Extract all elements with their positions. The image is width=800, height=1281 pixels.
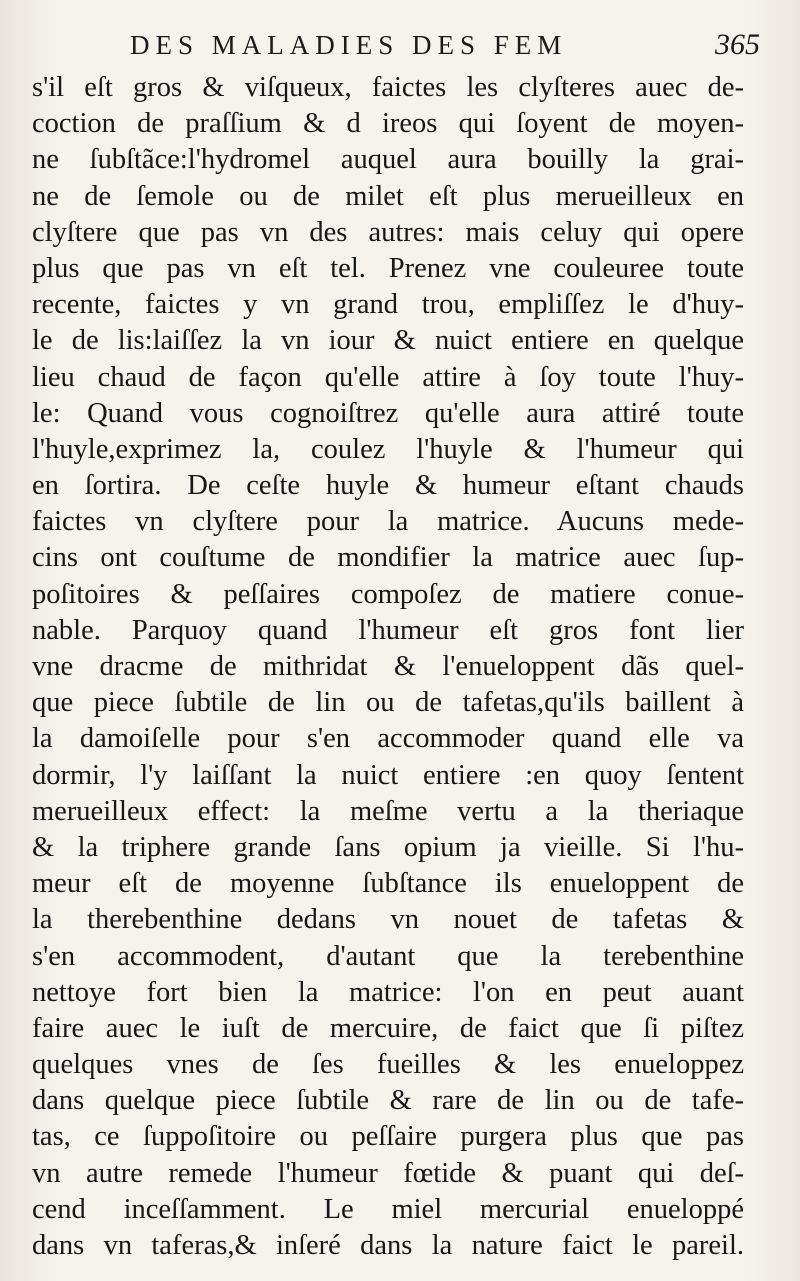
text-line: meur eſt de moyenne ſubſtance ils enueloppent de <box>32 868 744 900</box>
text-line: nettoye fort bien la matrice: l'on en peut auant <box>32 976 744 1008</box>
body-text <box>32 70 744 1264</box>
text-line: ne de ſemole ou de milet eſt plus merueilleux en <box>32 180 744 212</box>
page-header <box>110 30 760 70</box>
text-line: dans quelque piece ſubtile & rare de lin ou de tafe- <box>32 1085 744 1117</box>
text-line: plus que pas vn eſt tel. Prenez vne couleuree toute <box>32 252 744 284</box>
text-line: lieu chaud de façon qu'elle attire à ſoy toute l'huy- <box>32 361 744 393</box>
text-line: s'il eſt gros & viſqueux, faictes les clyſteres auec de- <box>32 72 744 103</box>
text-line: la damoiſelle pour s'en accommoder quand elle va <box>32 723 744 755</box>
text-line: le de lis:laiſſez la vn iour & nuict entiere en quelque <box>32 325 744 357</box>
text-line: cins ont couſtume de mondifier la matrice auec ſup- <box>32 542 744 574</box>
text-line: tas, ce ſuppoſitoire ou peſſaire purgera plus que pas <box>32 1121 744 1153</box>
text-line: recente, faictes y vn grand trou, empliſſez le d'huy- <box>32 289 744 321</box>
text-line: en ſortira. De ceſte huyle & humeur eſtant chauds <box>32 470 744 502</box>
running-title: DES MALADIES DES FEM <box>130 30 568 60</box>
text-line: faictes vn clyſtere pour la matrice. Aucuns mede- <box>32 506 744 538</box>
text-line: cend inceſſamment. Le miel mercurial enueloppé <box>32 1193 744 1225</box>
text-line: quelques vnes de ſes fueilles & les enueloppez <box>32 1049 744 1081</box>
text-line: s'en accommodent, d'autant que la terebenthine <box>32 940 744 972</box>
text-line: que piece ſubtile de lin ou de tafetas,qu'ils baillent à <box>32 687 744 719</box>
text-line: vne dracme de mithridat & l'enueloppent dãs quel- <box>32 651 744 682</box>
page-number: 365 <box>715 28 760 61</box>
text-line: merueilleux effect: la meſme vertu a la theriaque <box>32 795 744 827</box>
text-line: poſitoires & peſſaires compoſez de matiere conue- <box>32 578 744 610</box>
text-line: l'huyle,exprimez la, coulez l'huyle & l'humeur qui <box>32 433 744 465</box>
text-line: nable. Parquoy quand l'humeur eſt gros font lier <box>32 614 744 646</box>
text-line: la therebenthine dedans vn nouet de tafetas & <box>32 904 744 936</box>
text-line: clyſtere que pas vn des autres: mais celuy qui opere <box>32 216 744 248</box>
text-line: & la triphere grande ſans opium ja vieille. Si l'hu- <box>32 831 744 863</box>
text-line: ne ſubſtãce:l'hydromel auquel aura bouilly la grai- <box>32 144 744 176</box>
text-line: dormir, l'y laiſſant la nuict entiere :en quoy ſentent <box>32 759 744 791</box>
text-line: coction de praſſium & d ireos qui ſoyent de moyen- <box>32 108 744 140</box>
text-line: le: Quand vous cognoiſtrez qu'elle aura attiré toute <box>32 397 744 429</box>
text-line: faire auec le iuſt de mercuire, de faict que ſi piſtez <box>32 1012 744 1044</box>
text-line: dans vn taferas,& inſeré dans la nature faict le pareil. <box>32 1230 744 1261</box>
text-line: vn autre remede l'humeur fœtide & puant qui deſ- <box>32 1157 744 1189</box>
